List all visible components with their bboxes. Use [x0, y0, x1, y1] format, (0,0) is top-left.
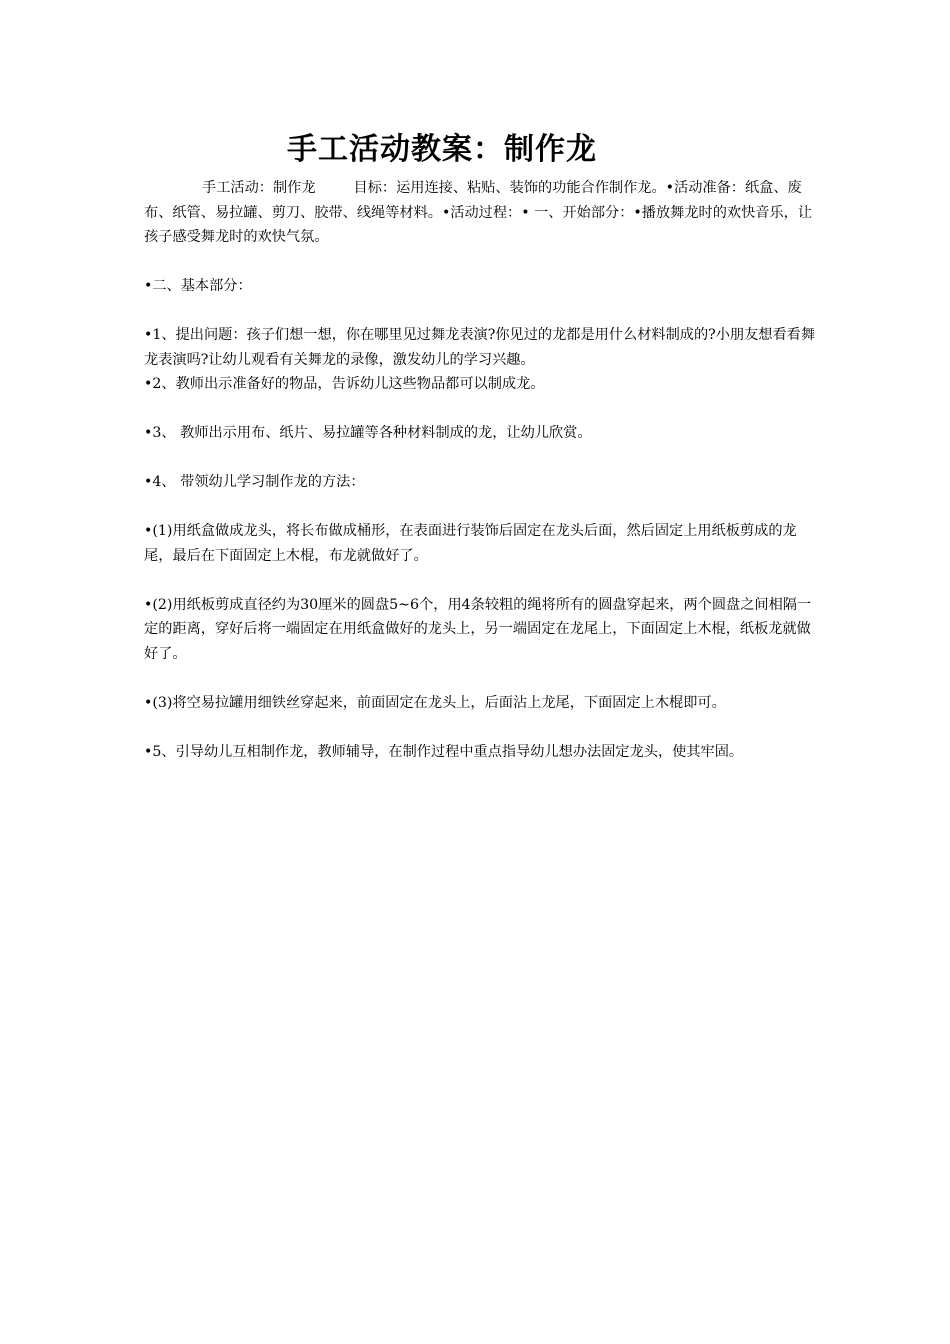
- section-heading: •二、基本部分：: [144, 278, 252, 294]
- list-item-4: •4、 带领幼儿学习制作龙的方法：: [144, 474, 365, 490]
- paragraph-gap: [144, 568, 824, 593]
- paragraph-gap: [144, 397, 824, 422]
- list-item-1: •1、提出问题：孩子们想一想，你在哪里见过舞龙表演?你见过的龙都是用什么材料制成的?小朋友想看看舞龙表演吗?让幼儿观看有关舞龙的录像，激发幼儿的学习兴趣。: [144, 327, 816, 368]
- paragraph-gap: [144, 666, 824, 691]
- method-step-3: •(3)将空易拉罐用细铁丝穿起来，前面固定在龙头上，后面沾上龙尾，下面固定上木棍即可。: [144, 694, 726, 711]
- paragraph-gap: [144, 446, 824, 471]
- intro-paragraph: [144, 176, 824, 250]
- intro-activity: 手工活动：制作龙: [202, 180, 316, 196]
- paragraph-gap: [144, 250, 824, 275]
- document-body: [144, 176, 824, 764]
- method-step-2: •(2)用纸板剪成直径约为30厘米的圆盘5~6个，用4条较粗的绳将所有的圆盘穿起来，两个圆盘之间相隔一定的距离，穿好后将一端固定在用纸盒做好的龙头上，另一端固定在龙尾上，下面固定上木棍，纸板龙就做好了。: [144, 596, 812, 662]
- method-step-1: •(1)用纸盒做成龙头，将长布做成桶形，在表面进行装饰后固定在龙头后面，然后固定上用纸板剪成的龙尾，最后在下面固定上木棍，布龙就做好了。: [144, 523, 797, 564]
- list-item-2: •2、教师出示准备好的物品，告诉幼儿这些物品都可以制成龙。: [144, 376, 545, 392]
- paragraph-gap: [144, 299, 824, 324]
- paragraph-gap: [144, 495, 824, 520]
- list-item-5: •5、引导幼儿互相制作龙，教师辅导，在制作过程中重点指导幼儿想办法固定龙头，使其牢固。: [144, 743, 744, 760]
- paragraph-gap: [144, 715, 824, 740]
- page-title: 手工活动教案：制作龙: [287, 132, 597, 167]
- list-item-3: •3、 教师出示用布、纸片、易拉罐等各种材料制成的龙，让幼儿欣赏。: [144, 425, 592, 441]
- intro-rest: 目标：运用连接、粘贴、装饰的功能合作制作龙。•活动准备：纸盒、废布、纸管、易拉罐、剪刀、胶带、线绳等材料。•活动过程：• 一、开始部分：•播放舞龙时的欢快音乐，让孩子感受舞龙时的欢快气氛。: [144, 180, 813, 245]
